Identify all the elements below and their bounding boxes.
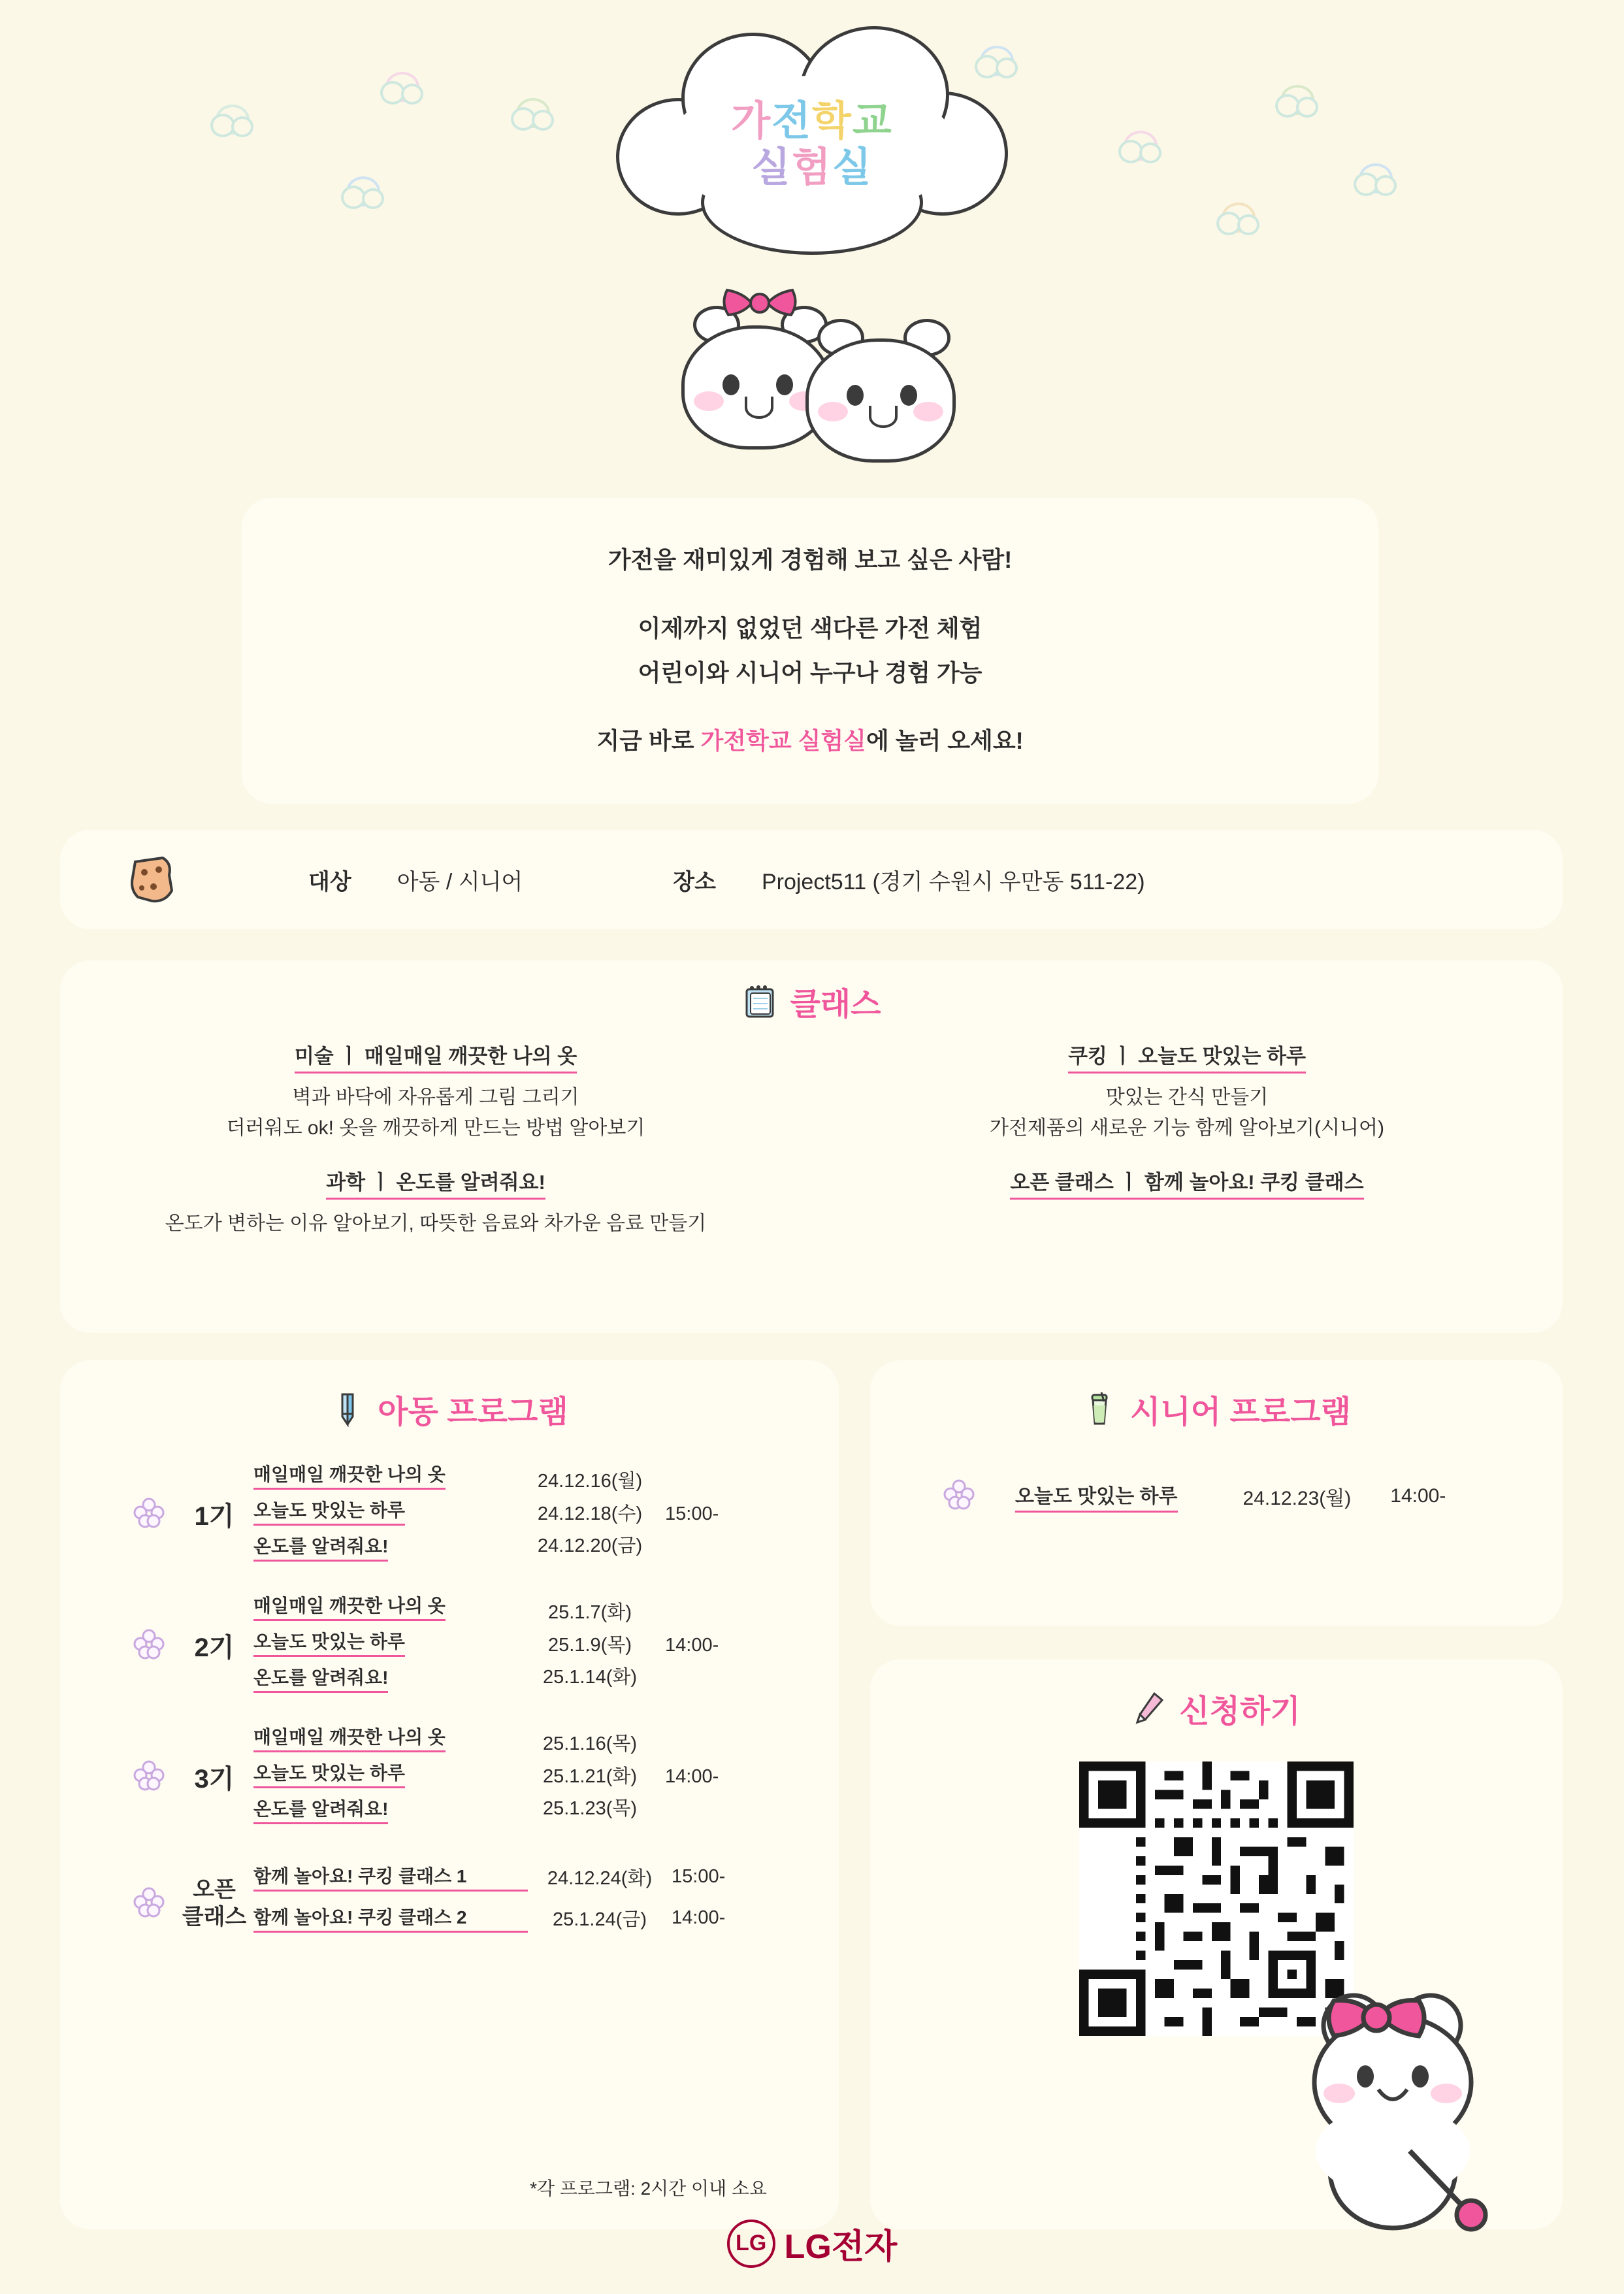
- open-class-item: [253, 1903, 789, 1933]
- program-class-list: [253, 1723, 515, 1831]
- title-line-2: 실험실: [751, 145, 873, 191]
- lg-circle-logo: LG: [727, 2220, 775, 2268]
- senior-program-row: [870, 1477, 1563, 1515]
- class-item: [60, 1040, 811, 1143]
- cookie-icon: [112, 850, 191, 909]
- senior-program-heading-text: 시니어 프로그램: [1130, 1395, 1351, 1430]
- class-item: [811, 1040, 1563, 1143]
- open-class-row: [60, 1862, 839, 1944]
- class-column-right: [811, 1040, 1563, 1262]
- open-class-name: 함께 놀아요! 쿠킹 클래스 1: [253, 1862, 528, 1892]
- program-time: 14:00-: [665, 1635, 719, 1656]
- title-cloud: [603, 20, 1021, 281]
- open-class-label-line2: 클래스: [182, 1905, 247, 1929]
- kids-program-heading-text: 아동 프로그램: [378, 1395, 568, 1430]
- class-column-left: [60, 1040, 811, 1262]
- apply-heading: [870, 1686, 1563, 1731]
- class-item: [811, 1166, 1563, 1209]
- program-date: 24.12.16(월): [537, 1470, 643, 1492]
- kids-program-card: [60, 1360, 839, 2229]
- class-title: 과학 ㅣ 온도를 알려줘요!: [326, 1166, 545, 1200]
- pen-icon: [331, 1392, 366, 1427]
- senior-program-heading: [870, 1386, 1563, 1432]
- program-class: 오늘도 맛있는 하루: [253, 1759, 405, 1788]
- intro-line-1: 가전을 재미있게 경험해 보고 싶은 사람!: [608, 546, 1013, 574]
- program-date: 24.12.20(금): [537, 1535, 643, 1557]
- program-class: 매일매일 깨끗한 나의 옷: [253, 1723, 446, 1752]
- program-date: 25.1.21(화): [542, 1765, 638, 1787]
- senior-class-date: 24.12.23(월): [1242, 1487, 1352, 1509]
- class-desc: 맛있는 간식 만들기: [1105, 1087, 1269, 1108]
- page-title: [603, 98, 1021, 191]
- open-class-name: 함께 놀아요! 쿠킹 클래스 2: [253, 1903, 528, 1933]
- program-row: [60, 1460, 839, 1568]
- senior-class-name: 오늘도 맛있는 하루: [1015, 1480, 1178, 1513]
- drink-icon: [1082, 1391, 1118, 1428]
- senior-program-card: [870, 1360, 1563, 1626]
- program-term-label: 3기: [194, 1765, 235, 1794]
- program-class: 온도를 알려줘요!: [253, 1795, 388, 1824]
- class-title: 쿠킹 ㅣ 오늘도 맛있는 하루: [1068, 1040, 1306, 1073]
- intro-line-4-post: 에 놀러 오세요!: [866, 727, 1024, 755]
- intro-line-4-pre: 지금 바로: [596, 727, 701, 755]
- program-term-label: 1기: [194, 1502, 235, 1531]
- info-card: [60, 830, 1563, 929]
- program-class: 오늘도 맛있는 하루: [253, 1496, 405, 1526]
- program-time: 15:00-: [665, 1503, 719, 1524]
- notebook-icon: [741, 983, 779, 1021]
- program-class: 온도를 알려줘요!: [253, 1663, 388, 1693]
- intro-line-4: [596, 719, 1023, 763]
- flower-icon: [132, 1885, 175, 1922]
- mascot-bottom: [1256, 1955, 1536, 2236]
- class-desc: 더러워도 ok! 옷을 깨끗하게 만드는 방법 알아보기: [226, 1117, 645, 1139]
- class-title: 오픈 클래스 ㅣ 함께 놀아요! 쿠킹 클래스: [1010, 1166, 1363, 1200]
- class-item: [60, 1166, 811, 1239]
- target-value: 아동 / 시니어: [397, 869, 523, 894]
- flower-icon: [132, 1496, 175, 1533]
- program-date: 25.1.16(목): [542, 1733, 638, 1754]
- program-row: [60, 1723, 839, 1831]
- open-class-label-line1: 오픈: [193, 1876, 236, 1902]
- open-class-time: 15:00-: [672, 1866, 726, 1887]
- flower-icon: [942, 1477, 976, 1515]
- place-label: 장소: [673, 869, 716, 894]
- intro-line-3: 어린이와 시니어 누구나 경험 가능: [638, 659, 983, 686]
- flower-icon: [132, 1758, 175, 1795]
- program-date-list: [515, 1728, 665, 1826]
- footer-logo: [0, 2219, 1624, 2268]
- open-class-date: 25.1.24(금): [552, 1909, 647, 1930]
- class-title: 미술 ㅣ 매일매일 깨끗한 나의 옷: [295, 1040, 577, 1073]
- flower-icon: [132, 1627, 175, 1664]
- mascot-pair: [616, 287, 1008, 457]
- brand-name: LG전자: [784, 2228, 898, 2266]
- program-date-list: [515, 1466, 665, 1564]
- apply-heading-text: 신청하기: [1179, 1694, 1301, 1729]
- class-card: [60, 960, 1563, 1333]
- program-date-list: [515, 1597, 665, 1695]
- program-date: 25.1.23(목): [542, 1798, 638, 1820]
- program-class: 매일매일 깨끗한 나의 옷: [253, 1460, 446, 1490]
- open-class-date: 24.12.24(화): [547, 1868, 653, 1889]
- open-class-label: [175, 1876, 253, 1931]
- program-class: 매일매일 깨끗한 나의 옷: [253, 1592, 446, 1621]
- intro-card: [242, 498, 1378, 804]
- program-date: 25.1.9(목): [548, 1634, 632, 1656]
- senior-class-time: 14:00-: [1390, 1484, 1446, 1507]
- open-class-item: [253, 1862, 789, 1892]
- open-class-time: 14:00-: [672, 1907, 726, 1928]
- place-value: Project511 (경기 수원시 우만동 511-22): [761, 869, 1145, 894]
- title-line-1: 가전학교: [731, 99, 893, 144]
- apply-card[interactable]: [870, 1660, 1563, 2229]
- program-class-list: [253, 1592, 515, 1699]
- program-date: 25.1.7(화): [548, 1601, 632, 1623]
- pencil-icon: [1132, 1691, 1167, 1726]
- program-class: 오늘도 맛있는 하루: [253, 1628, 405, 1657]
- program-class: 온도를 알려줘요!: [253, 1532, 388, 1562]
- intro-line-4-highlight: 가전학교 실험실: [700, 727, 866, 755]
- target-label: 대상: [308, 869, 351, 894]
- program-term-label: 2기: [194, 1633, 235, 1662]
- program-note: *각 프로그램: 2시간 이내 소요: [530, 2178, 767, 2199]
- poster-header: [0, 0, 1624, 497]
- program-date: 25.1.14(화): [542, 1667, 638, 1688]
- program-class-list: [253, 1460, 515, 1568]
- program-row: [60, 1592, 839, 1699]
- class-heading-text: 클래스: [790, 987, 881, 1022]
- class-desc: 가전제품의 새로운 기능 함께 알아보기(시니어): [990, 1117, 1384, 1139]
- intro-line-2: 이제까지 없었던 색다른 가전 체험: [638, 614, 983, 642]
- bow-icon: [721, 284, 799, 323]
- class-desc: 온도가 변하는 이유 알아보기, 따뜻한 음료와 차가운 음료 만들기: [165, 1213, 707, 1234]
- program-time: 14:00-: [665, 1766, 719, 1787]
- program-date: 24.12.18(수): [537, 1503, 643, 1524]
- kids-program-heading: [60, 1386, 839, 1432]
- class-desc: 벽과 바닥에 자유롭게 그림 그리기: [292, 1087, 579, 1108]
- class-heading: [60, 979, 1563, 1024]
